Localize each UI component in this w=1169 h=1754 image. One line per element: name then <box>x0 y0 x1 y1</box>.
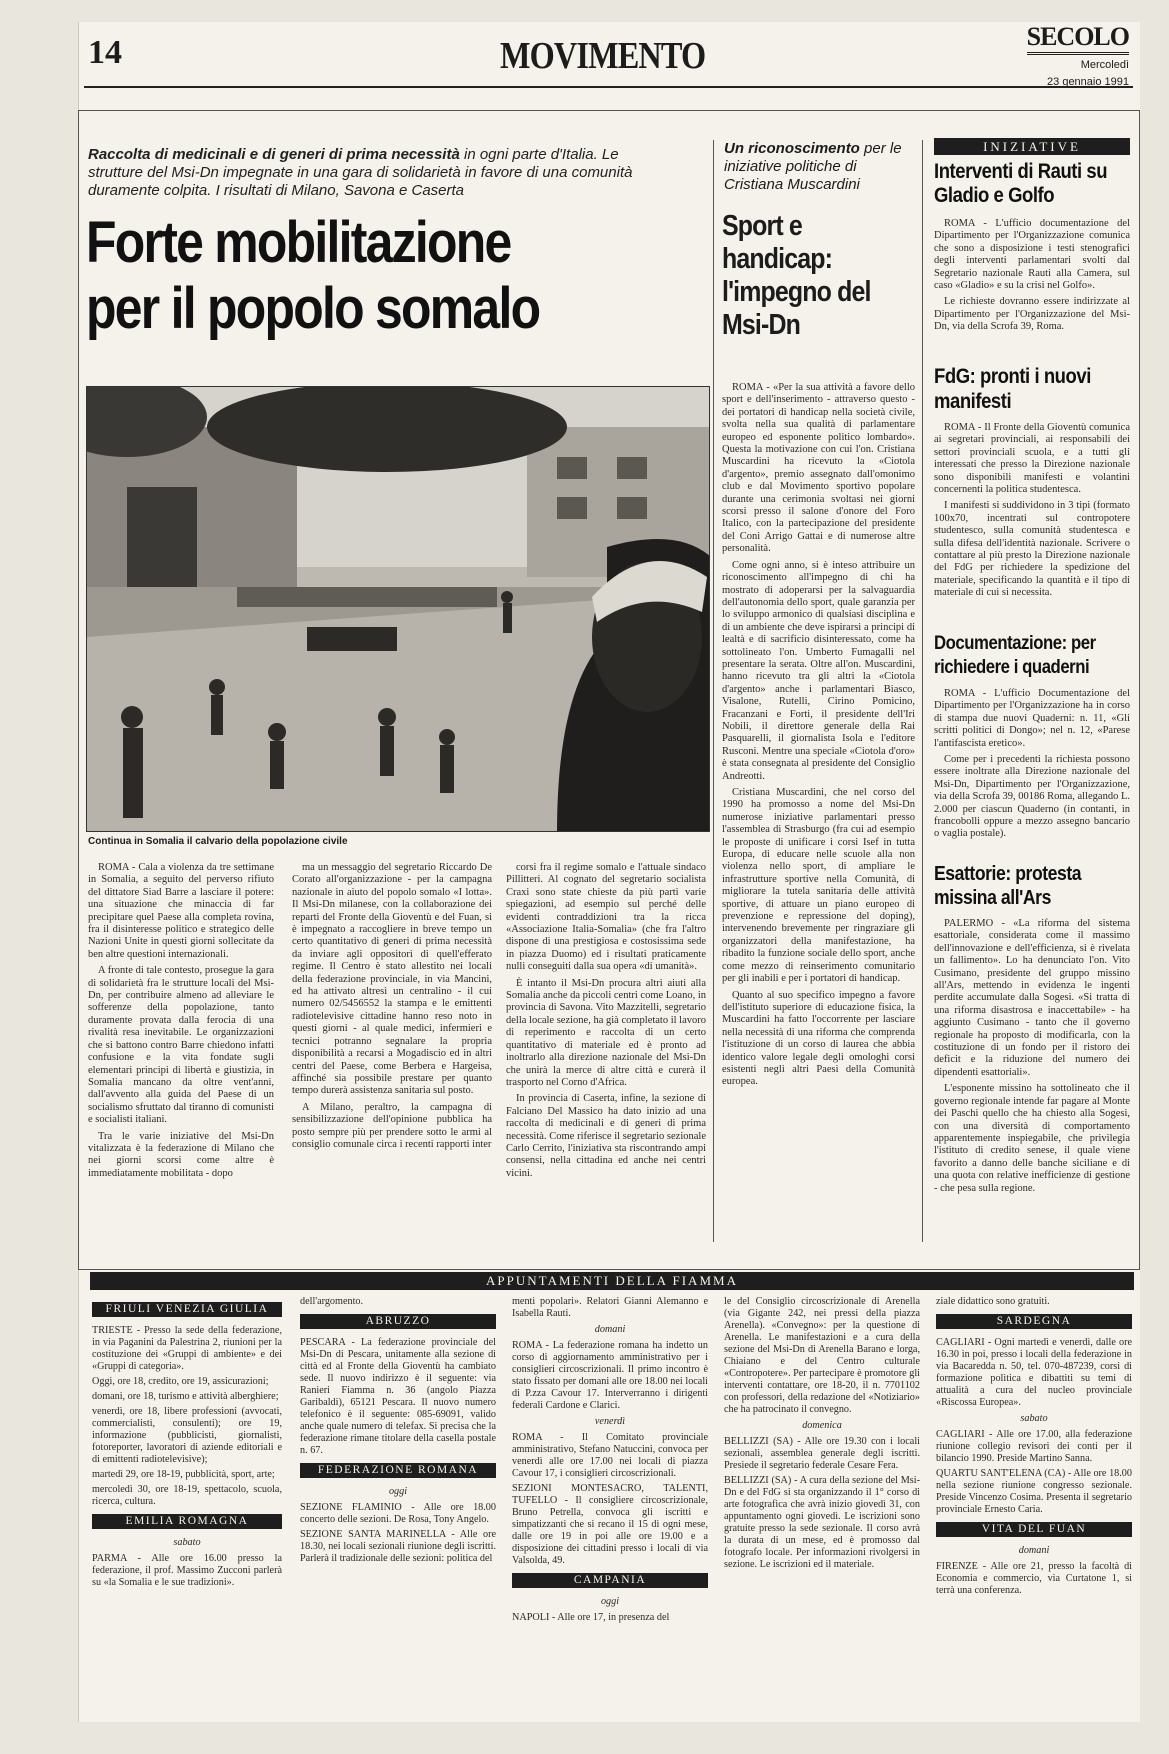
paragraph: corsi fra il regime somalo e l'attuale sindaco Pillitteri. Al cognato del segretario socialista Craxi sono state chieste da più parti varie spiegazioni, ad esempio sul perché delle evidenti contraddizioni tra la ricca «Associazione Italia-Somalia» (che fra l'altro dispone di una prestigiosa e costosissima sede in piazza Duomo) ed i risultati praticamente nulli conseguiti dalla sua opera «di umanità». <box>506 862 706 973</box>
side-article-kicker: Un riconoscimento per le iniziative politiche di Cristiana Muscardini <box>724 140 902 193</box>
day-label: domenica <box>802 1420 842 1431</box>
brief-headline: Esattorie: protesta missina all'Ars <box>934 863 1082 909</box>
day-label: domani <box>594 1324 626 1335</box>
listing: le del Consiglio circoscrizionale di Arenella (via Gigante 242, nei pressi della piazza Arenella). «Convegno»: per la questione di Arenella. Le manifestazioni e a cura della sezione del Msi-Dn di Arenella Barano e lorga, Chiaiano e del Centro culturale «Contropotere». Per partecipare è promotore gli interventi contattare, ore 18-20, il n. 7701102 con professori, della redazione del «Notiziario» che ha patrocinato il convegno. <box>724 1296 920 1415</box>
article-kicker: Raccolta di medicinali e di generi di prima necessità in ogni parte d'Italia. Le strutture del Msi-Dn impegnate in una gara di solidarietà in favore di una comunità duramente colpita. I risultati di Milano, Savona e Caserta <box>88 146 633 199</box>
article-column-1 <box>88 862 274 1240</box>
day-label: sabato <box>1020 1413 1048 1424</box>
paragraph: A fronte di tale contesto, prosegue la gara di solidarietà fra le strutture locali del Msi-Dn, per contribuire almeno ad alleviare le sofferenze della popolazione, tanto duramente provata dalla ferocia di una rivalità resa inevitabile. Le organizzazioni che si battono contro Barre chiedono infatti confusione e la vita fondate sugli elementari principi di libertà e giustizia, in Somalia mancano da oltre vent'anni, dall'avvento alla guida del Paese di un socialismo sfruttato dal tiranno di comunisti e socialisti italiani. <box>88 965 274 1126</box>
article-column-2 <box>292 862 492 1240</box>
column-rule <box>713 140 714 1242</box>
region-bar: EMILIA ROMAGNA <box>92 1514 282 1529</box>
listing: Oggi, ore 18, credito, ore 19, assicurazioni; <box>92 1376 269 1387</box>
listing: SEZIONE SANTA MARINELLA - Alle ore 18.30, nei locali sezionali riunione degli iscritti. Parlerà il tradizionale delle sezioni: politica del <box>300 1529 496 1564</box>
paragraph: ROMA - L'ufficio documentazione del Dipartimento per l'Organizzazione comunica che sono a disposizione i testi stenografici degli interventi parlamentari svolti dal Segretario nazionale Rauti alla Camera, sul caso «Gladio» e su la crisi nel Golfo». <box>934 218 1130 292</box>
listing: CAGLIARI - Ogni martedì e venerdì, dalle ore 16.30 in poi, presso i locali della federazione in via Bacaredda n. 50, tel. 070-487239, corsi di formazione politica e dibattiti su temi di attualità a cura del nucleo provinciale «Riscossa Europea». <box>936 1337 1132 1408</box>
day-label: oggi <box>388 1486 408 1497</box>
paragraph: In provincia di Caserta, infine, la sezione di Falciano Del Massico ha dato inizio ad una raccolta di medicinali e di generi di prima necessità. Come riferisce il segretario sezionale Carlo Cerrito, l'iniziativa sta riscontrando ampi consensi, nella cittadina ed anche nei centri vicini. <box>506 1093 706 1179</box>
region-bar: SARDEGNA <box>936 1314 1132 1329</box>
listings-column-4 <box>724 1296 920 1692</box>
brief-body <box>934 688 1130 844</box>
paragraph: ROMA - Cala a violenza da tre settimane in Somalia, a seguito del perverso rifiuto del dittatore Siad Barre a lasciare il potere: una situazione che minaccia di far precipitare quel Paese alla completa rovina, fra il disinteresse politico e strategico delle Nazioni Unite in questi giorni sollecitate da ben altre questioni internazionali. <box>88 862 274 960</box>
listing: venerdì, ore 18, libere professioni (avvocati, commercialisti, consulenti); ore 19, informazione (pubblicisti, giornalisti, fotoreporter, lavoratori di aziende editoriali e di emittenti radiotelevisive); <box>92 1406 282 1465</box>
listing: BELLIZZI (SA) - A cura della sezione del Msi-Dn e del FdG si sta organizzando il 1° corso di arte fotografica che avrà inizio giovedì 31, con appuntamento ogni giovedì. Le iscrizioni sono gratuite presso la sede sezionale. Il corso avrà la durata di un mese, ed è promosso dal fotografo locale. Per informazioni rivolgersi in sezione. Le iscrizioni ed il materiale. <box>724 1475 920 1570</box>
paragraph: A Milano, peraltro, la campagna di sensibilizzazione dell'opinione pubblica ha posto sempre più per prendere sotto le armi al consiglio comunale circa i recenti rapporti inter <box>292 1101 492 1150</box>
brief-headline: Interventi di Rauti su Gladio e Golfo <box>934 160 1108 207</box>
brief-body <box>934 218 1130 354</box>
listings-column-5 <box>936 1296 1132 1692</box>
logo-text: SECOLO <box>1027 22 1129 55</box>
paragraph: ma un messaggio del segretario Riccardo De Corato all'organizzazione - per la campagna nazionale in aiuto del popolo somalo «I lotta». Il Msi-Dn milanese, con la collaborazione dei reparti del Fronte della Gioventù e del Fuan, si è impegnato a raccogliere in breve tempo un certo quantitativo di generi di prima necessità da inviare agli oppositori di quell'efferato regime. Il Centro è stato allestito nei locali della federazione provinciale, in via Mancini, ed ha attivato altresì un centralino - il cui numero 02/5456552 la stampa e le emittenti radiotelevisive cittadine hanno reso noto in questi giorni - al quale medici, infermieri e tecnici potranno segnalare la propria disponibilità a recarsi a Mogadiscio ed in altri centri del Paese, come Berbera e Hargeisa, affinché sia possibile prestare per quanto tempo durerà assistenza sanitaria sul posto. <box>292 862 492 1097</box>
region-bar: FRIULI VENEZIA GIULIA <box>92 1302 282 1317</box>
side-article-body <box>722 382 915 1242</box>
paragraph: L'esponente missino ha sottolineato che il governo regionale intende far pagare al Monte dei Paschi quello che ha chiesto alla Sogesi, con una diversità di comportamento apparentemente inspiegabile, che privilegia l'istituto di credito senese, il quale viene favorito a danno delle banche siciliane e di una quota con relative inefficienze di gestione - che pesa sulla regione. <box>934 1083 1130 1194</box>
listing: ziale didattico sono gratuiti. <box>936 1296 1050 1307</box>
iniziative-tag: INIZIATIVE <box>934 138 1130 155</box>
listings-column-3 <box>512 1296 708 1692</box>
article-headline: Forte mobilitazione per il popolo somalo <box>86 210 540 341</box>
region-bar: CAMPANIA <box>512 1573 708 1588</box>
listing: martedì 29, ore 18-19, pubblicità, sport, arte; <box>92 1469 275 1480</box>
paragraph: Quanto al suo specifico impegno a favore dell'istituto superiore di educazione fisica, la Muscardini ha fatto l'occorrente per lasciare nella necessità di una riforma che comprenda l'istituzione di un corso di laurea che abbia identico valore legale degli omologhi corsi esistenti negli altri Paesi della Comunità europea. <box>722 989 915 1088</box>
paragraph: Le richieste dovranno essere indirizzate al Dipartimento per l'Organizzazione del Msi-Dn, via della Scrofa 39, Roma. <box>934 296 1130 333</box>
paragraph: È intanto il Msi-Dn procura altri aiuti alla Somalia anche da piccoli centri come Loano, in provincia di Savona. Vito Mazzitelli, segretario della locale sezione, ha già completato il lavoro di reperimento e raccolta di un certo quantitativo di materiale ed è pronto ad inoltrarlo alla direzione nazionale del Msi-Dn che unirà la merce di altre città e curerà il trasporto nel Corno d'Africa. <box>506 977 706 1088</box>
paragraph: Tra le varie iniziative del Msi-Dn vitalizzata è la federazione di Milano che nei giorni scorsi come altre è immediatamente mobilitata - dopo <box>88 1130 274 1179</box>
listing: SEZIONE FLAMINIO - Alle ore 18.00 concerto delle sezioni. De Rosa, Tony Angelo. <box>300 1502 496 1525</box>
header-rule <box>84 86 1133 88</box>
paragraph: ROMA - L'ufficio Documentazione del Dipartimento per l'Organizzazione ha in corso di stampa due nuovi Quaderni: n. 11, «Gli scritti politici di Dongo»; nel n. 12, «Parese l'antifascista eretico». <box>934 688 1130 749</box>
listing: PESCARA - La federazione provinciale del Msi-Dn di Pescara, unitamente alla sezione di città ed al Fronte della Gioventù ha cambiato sede. Il nuovo indirizzo è il seguente: via Ranieri Fiamma n. 36 (angolo Piazza Garibaldi), 65121 Pescara. Il nuovo numero telefonico è il seguente: 085-69091, valido anche quale numero di telefax. Si precisa che la federazione rimane titolare della casella postale n. 67. <box>300 1337 496 1456</box>
region-bar: FEDERAZIONE ROMANA <box>300 1463 496 1478</box>
listing: PARMA - Alle ore 16.00 presso la federazione, il prof. Massimo Zucconi parlerà su «la Somalia e le sue tradizioni». <box>92 1553 282 1588</box>
paragraph: Come ogni anno, si è inteso attribuire un riconoscimento all'impegno di chi ha mostrato di adoperarsi per la salvaguardia dell'autonomia dello sport, quale garanzia per lo sviluppo armonico di qualsiasi disciplina e di un ambiente che deve ispirarsi a principi di lealtà e di sacrificio disinteressato, come ha sottolineato l'on. Umberto Fumagalli nel presentare la serata. Oltre all'on. Muscardini, hanno ricevuto tra gli altri la «Ciotola d'argento» anche i parlamentari Biasco, Visalone, Rutelli, Cirino Pomicino, Fracanzani e Forti, il presidente dell'Iri Nobili, il direttore generale della Rai Pasquarelli, il giornalista Isola e l'editore Rusconi. Mentre una speciale «Ciotola d'oro» è stata consegnata al presidente del Consiglio Andreotti. <box>722 559 915 782</box>
somalia-street-photo <box>86 386 710 832</box>
region-bar: ABRUZZO <box>300 1314 496 1329</box>
brief-headline: FdG: pronti i nuovi manifesti <box>934 365 1091 413</box>
listing: NAPOLI - Alle ore 17, in presenza del <box>512 1612 670 1623</box>
listing: menti popolari». Relatori Gianni Alemanno e Isabella Rauti. <box>512 1296 708 1319</box>
listing: SEZIONI MONTESACRO, TALENTI, TUFELLO - Il consigliere circoscrizionale, Bruno Petrella, convoca gli iscritti e simpatizzanti che si recano il 15 di ogni mese, dalle ore 19 in poi alle ore 19.00 e a disposizione dei cittadini presso i locali di via Valsolda, 49. <box>512 1483 708 1566</box>
side-article-headline: Sport e handicap: l'impegno del Msi-Dn <box>722 210 871 341</box>
paragraph: ROMA - Il Fronte della Gioventù comunica ai segretari provinciali, ai responsabili dei settori provinciali scuola, e a tutti gli interessati che presso la Direzione nazionale sono disponibili manifesti e volantini concernenti la politica studentesca. <box>934 422 1130 496</box>
day-label: venerdì <box>594 1416 626 1427</box>
listing: domani, ore 18, turismo e attività alberghiere; <box>92 1391 279 1402</box>
column-rule <box>922 140 923 1242</box>
paragraph: ROMA - «Per la sua attività a favore dello sport e dell'inserimento - attraverso questo - dei portatori di handicap nella società civile, svolta nella sua qualità di parlamentare europeo ed esponente politico lombardo». Questa la motivazione con cui l'on. Cristiana Muscardini ha ricevuto la «Ciotola d'argento», premio assegnato dall'omonimo club e dal Movimento sportivo popolare durante una cerimonia svoltasi nei giorni scorsi presso il salone d'onore del Foro Italico, con la partecipazione del presidente del Coni Arrigo Gattai e di numerose altre personalità. <box>722 382 915 555</box>
page-number: 14 <box>88 34 122 71</box>
issue-day: Mercoledì <box>1080 59 1129 71</box>
listing: CAGLIARI - Alle ore 17.00, alla federazione riunione collegio revisori dei conti per il bilancio 1990. Preside Martino Sanna. <box>936 1429 1132 1464</box>
listing: mercoledì 30, ore 18-19, spettacolo, scuola, ricerca, cultura. <box>92 1484 282 1507</box>
listing: TRIESTE - Presso la sede della federazione, in via Paganini da Palestrina 2, riunioni per la costituzione dei «Gruppi di ambiente» e dei «Gruppi di categoria». <box>92 1325 282 1372</box>
day-label: domani <box>1018 1545 1050 1556</box>
photo-caption: Continua in Somalia il calvario della popolazione civile <box>88 836 348 847</box>
listing: ROMA - Il Comitato provinciale amministrativo, Stefano Natuccini, convoca per venerdì alle ore 17.00 nei locali di piazza Cavour 17, i consiglieri circoscrizionali. <box>512 1432 708 1479</box>
paragraph: Cristiana Muscardini, che nel corso del 1990 ha promosso a nome del Msi-Dn numerose iniziative parlamentari presso l'assemblea di Strasburgo (fra cui ad esempio le proposte di unificare i corsi Isef in tutta Europa, di educare nelle scuole alla non violenza nello sport, di ampliare le infrastrutture sportive nella Comunità, di migliorare la tutela sanitaria delle attività sportive, di attuare un piano europeo di prevenzione e repressione del doping), intervenendo brevemente per ringraziare gli organizzatori della manifestazione, ha ribadito la funzione sociale dello sport, anche come mezzo di reinserimento comunitario per gli inabili e per i portatori di handicap. <box>722 787 915 985</box>
brief-body <box>934 918 1130 1242</box>
issue-date: 23 gennaio 1991 <box>1047 76 1129 88</box>
listing: ROMA - La federazione romana ha indetto un corso di aggiornamento amministrativo per i consiglieri circoscrizionali. Il primo incontro è stato fissato per domani alle ore 18.00 nei locali di P.zza Cavour 17. Interverranno i dirigenti federali Cardone e Clarici. <box>512 1340 708 1411</box>
listings-column-2 <box>300 1296 496 1692</box>
appuntamenti-banner: APPUNTAMENTI DELLA FIAMMA <box>90 1272 1134 1290</box>
region-bar: VITA DEL FUAN <box>936 1522 1132 1537</box>
masthead-logo <box>1027 22 1129 89</box>
listing: BELLIZZI (SA) - Alle ore 19.30 con i locali sezionali, assemblea generale degli iscritti. Presiede il segretario federale Cesare Fera. <box>724 1436 920 1471</box>
article-column-3 <box>506 862 706 1240</box>
day-label: oggi <box>600 1596 620 1607</box>
listings-column-1 <box>92 1296 282 1692</box>
day-label: sabato <box>173 1537 201 1548</box>
listing: dell'argomento. <box>300 1296 364 1307</box>
paragraph: I manifesti si suddividono in 3 tipi (formato 100x70, incentrati sul contropotere studentesco, sulla comunità studentesca e sulla difesa dell'identità nazionale. Scrivere o contattare al più presto la Direzione nazionale del FdG per richiedere la spedizione del materiale, specificando la quantità e il tipo di materiale di cui si necessita. <box>934 500 1130 599</box>
listing: FIRENZE - Alle ore 21, presso la facoltà di Economia e commercio, via Curtatone 1, si terrà una conferenza. <box>936 1561 1132 1596</box>
brief-headline: Documentazione: per richiedere i quaderni <box>934 633 1096 678</box>
paragraph: PALERMO - «La riforma del sistema esattoriale, considerata come il massimo dell'innovazione e dell'efficienza, si è rivelata un fallimento». Lo ha denunciato l'on. Vito Cusimano, presidente del gruppo missino all'Ars, mettendo in evidenza le ingenti perdite accumulate dalla Sogesi. «Si tratta di una riforma disastrosa e inaccettabile» - ha aggiunto Cusimano - tanto che il governo regionale ha proposto di modificarla, con la costituzione di un fondo per il ristoro dei deficit e la riduzione del numero dei dipendenti esattoriali». <box>934 918 1130 1078</box>
listing: QUARTU SANT'ELENA (CA) - Alle ore 18.00 nella sezione riunione congresso sezionale. Preside Vincenzo Cosima. Presenta il segretario provinciale Ernesto Caria. <box>936 1468 1132 1515</box>
paragraph: Come per i precedenti la richiesta possono essere inoltrate alla Direzione nazionale del Msi-Dn, Dipartimento per l'Organizzazione, via della Scrofa 39, 00186 Roma, allegando L. 2.000 per ciascun Quaderno (in contanti, in francobolli oppure a mezzo assegno bancario o vaglia postale). <box>934 754 1130 840</box>
section-title: MOVIMENTO <box>500 35 706 77</box>
brief-body <box>934 422 1130 616</box>
